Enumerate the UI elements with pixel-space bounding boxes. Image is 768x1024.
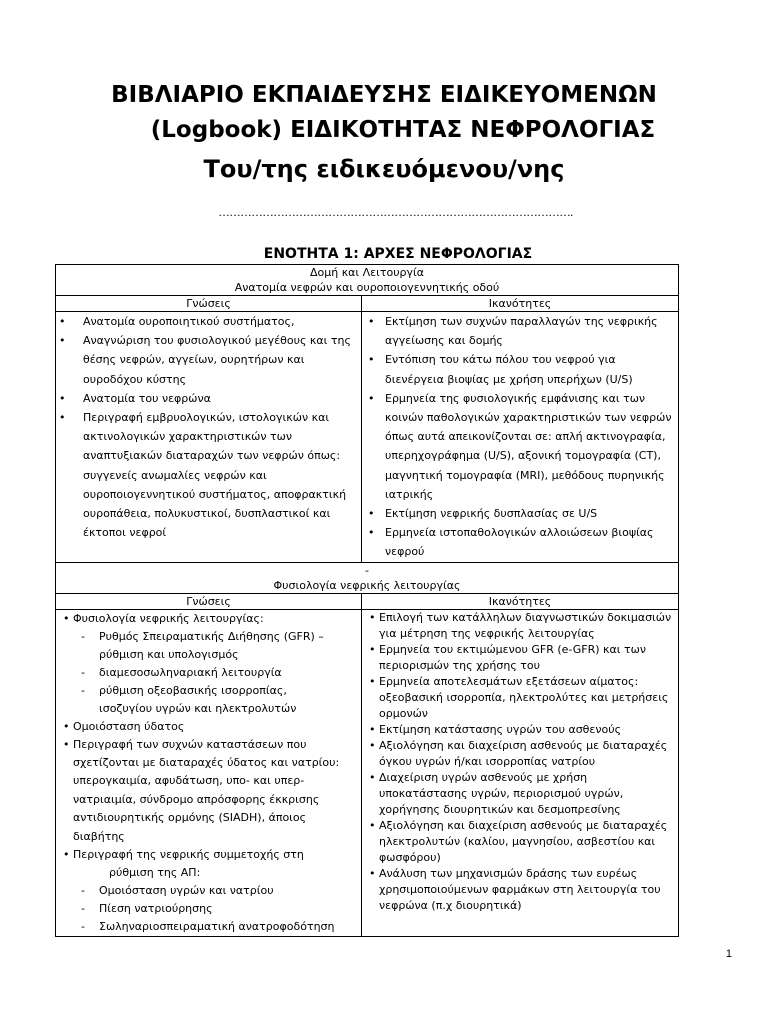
dash-icon: - [81, 902, 85, 916]
list-item: • Φυσιολογία νεφρικής λειτουργίας: [59, 610, 358, 628]
page-number: 1 [725, 948, 732, 960]
section2-knowledge-cell [56, 609, 362, 936]
bullet-icon: • [63, 611, 70, 625]
dash-icon: - [81, 629, 85, 643]
bullet-icon: • [59, 391, 66, 405]
section2-knowledge-list [59, 610, 358, 628]
list-item: • Εκτίμηση νεφρικής δυσπλασίας σε U/S [365, 504, 675, 523]
section1-knowledge-cell [56, 312, 362, 563]
bullet-icon: • [63, 719, 70, 733]
bullet-icon: • [59, 334, 66, 348]
list-item: • Ανατομία ουροποιητικού συστήματος, [59, 312, 358, 331]
sub-list-item: - Πίεση νατριούρησης [59, 900, 358, 918]
section1-title: Δομή και Λειτουργία [309, 266, 425, 279]
section2-title: Φυσιολογία νεφρικής λειτουργίας [273, 578, 461, 592]
section2-col-skills: Ικανότητες [362, 593, 679, 609]
bullet-icon: • [368, 507, 375, 521]
bullet-icon: • [369, 674, 376, 688]
bullet-icon: • [368, 526, 375, 540]
name-fill-line: ……………………………………………………………………………………. [218, 205, 573, 219]
bullet-icon: • [63, 737, 70, 751]
list-item: • Αξιολόγηση και διαχείριση ασθενούς με διαταραχές όγκου υγρών ή/και ισορροπίας νατρίου [369, 738, 668, 768]
document-header [0, 78, 768, 187]
section-separator: - [365, 563, 369, 577]
list-item: • Αναγνώριση του φυσιολογικού μεγέθους και της θέσης νεφρών, αγγείων, ουρητήρων και ουροδόχου κύστης [59, 331, 358, 389]
list-item: • Ερμηνεία αποτελεσμάτων εξετάσεων αίματος: οξεοβασική ισορροπία, ηλεκτρολύτες και μετρήσεις ορμονών [369, 674, 669, 720]
list-item: • Εκτίμηση κατάστασης υγρών του ασθενούς [369, 722, 622, 736]
document-subtitle: (Logbook) ΕΙΔΙΚΟΤΗΤΑΣ ΝΕΦΡΟΛΟΓΙΑΣ [150, 117, 656, 143]
list-item: • Αξιολόγηση και διαχείριση ασθενούς με διαταραχές ηλεκτρολυτών (καλίου, μαγνησίου, ασβεστίου και φωσφόρου) [369, 818, 668, 864]
document-title: ΒΙΒΛΙΑΡΙΟ ΕΚΠΑΙΔΕΥΣΗΣ ΕΙΔΙΚΕΥΟΜΕΝΩΝ [111, 82, 657, 108]
list-item: • Περιγραφή της νεφρικής συμμετοχής στη [59, 846, 358, 864]
section1-header [56, 265, 679, 296]
section1-knowledge-list [59, 312, 358, 542]
list-item: • Περιγραφή εμβρυολογικών, ιστολογικών και ακτινολογικών χαρακτηριστικών των αναπτυξιακών διαταραχών των νεφρών όπως: συγγενείς ανωμαλίες νεφρών και ουροποιογεννητικού συστήματος, αποφρακτική ουροπάθεια, πολυκυστικοί, δυσπλαστικοί και έκτοποι νεφροί [59, 408, 358, 542]
section1-subtitle: Ανατομία νεφρών και ουροποιογεννητικής οδού [234, 281, 500, 294]
section2-col-knowledge: Γνώσεις [56, 593, 362, 609]
bullet-icon: • [369, 866, 376, 880]
unit-title: ΕΝΟΤΗΤΑ 1: ΑΡΧΕΣ ΝΕΦΡΟΛΟΓΙΑΣ [263, 246, 533, 262]
list-continuation: ρύθμιση της ΑΠ: [109, 866, 201, 880]
bullet-icon: • [369, 610, 376, 624]
bullet-icon: • [59, 411, 66, 425]
bullet-icon: • [369, 770, 376, 784]
sub-list-item: - Ρυθμός Σπειραματικής Διήθησης (GFR) – [59, 628, 358, 646]
section2-skills-cell [362, 609, 679, 936]
list-item: • Διαχείριση υγρών ασθενούς με χρήση υποκατάστασης υγρών, περιορισμού υγρών, χορήγησης διουρητικών και δεσμοπρεσίνης [369, 770, 624, 816]
sub-list-item: - Ομοιόσταση υγρών και νατρίου [59, 882, 358, 900]
sub-list-continuation: ρύθμιση και υπολογισμός [99, 647, 239, 661]
list-item: • Εντόπιση του κάτω πόλου του νεφρού για διενέργεια βιοψίας με χρήση υπερήχων (U/S) [365, 350, 675, 388]
list-item: • Επιλογή των κατάλληλων διαγνωστικών δοκιμασιών για μέτρηση της νεφρικής λειτουργίας [369, 610, 672, 640]
sub-list-continuation: ισοζυγίου υγρών και ηλεκτρολυτών [99, 701, 297, 715]
bullet-icon: • [368, 353, 375, 367]
dash-icon: - [81, 920, 85, 934]
bullet-icon: • [369, 738, 376, 752]
bullet-icon: • [63, 848, 70, 862]
dash-icon: - [81, 665, 85, 679]
list-item: • Περιγραφή των συχνών καταστάσεων που σχετίζονται με διαταραχές ύδατος και νατρίου: υπερογκαιμία, αφυδάτωση, υπο- και υπερ- νατριαιμία, σύνδρομο απρόσφορης έκκρισης αντιδιουρητικής ορμόνης (SIADH), άποιος διαβήτης [63, 737, 340, 843]
bullet-icon: • [369, 722, 376, 736]
trainee-line: Του/της ειδικευόμενου/νης [203, 155, 565, 183]
section2-header [56, 562, 679, 593]
section2-knowledge-list-2 [59, 718, 358, 864]
bullet-icon: • [59, 315, 66, 328]
bullet-icon: • [369, 818, 376, 832]
section1-col-knowledge: Γνώσεις [56, 296, 362, 312]
bullet-icon: • [369, 642, 376, 656]
dash-icon: - [81, 884, 85, 898]
sub-list-item: - διαμεσοσωληναριακή λειτουργία [59, 664, 358, 682]
list-item: • Ανάλυση των μηχανισμών δράσης των ευρέως χρησιμοποιούμενων φαρμάκων στη λειτουργία του νεφρώνα (π.χ διουρητικά) [369, 866, 661, 912]
list-item: • Ερμηνεία ιστοπαθολογικών αλλοιώσεων βιοψίας νεφρού [365, 523, 675, 561]
section1-col-skills: Ικανότητες [362, 296, 679, 312]
dash-icon: - [81, 683, 85, 697]
bullet-icon: • [368, 391, 375, 405]
list-item: • Ερμηνεία της φυσιολογικής εμφάνισης και των κοινών παθολογικών χαρακτηριστικών των νεφρών όπως αυτά απεικονίζονται σε: απλή ακτινογραφία, υπερηχογράφημα (U/S), αξονική τομογραφία (CT), μαγνητική τομογραφία (MRI), μεθόδους πυρηνικής ιατρικής [365, 389, 675, 504]
section2-skills-list [365, 610, 675, 914]
curriculum-table [55, 264, 679, 937]
list-item: • Εκτίμηση των συχνών παραλλαγών της νεφρικής αγγείωσης και δομής [365, 312, 675, 350]
bullet-icon: • [368, 315, 375, 328]
section1-skills-list [365, 312, 675, 562]
list-item: • Ομοιόσταση ύδατος [59, 718, 358, 736]
sub-list-item: - Σωληναριοσπειραματική ανατροφοδότηση [59, 918, 358, 936]
list-item: • Ανατομία του νεφρώνα [59, 389, 358, 408]
sub-list-item: - ρύθμιση οξεοβασικής ισορροπίας, [59, 682, 358, 700]
section1-skills-cell [362, 312, 679, 563]
list-item: • Ερμηνεία του εκτιμώμενου GFR (e-GFR) και των περιορισμών της χρήσης του [369, 642, 646, 672]
